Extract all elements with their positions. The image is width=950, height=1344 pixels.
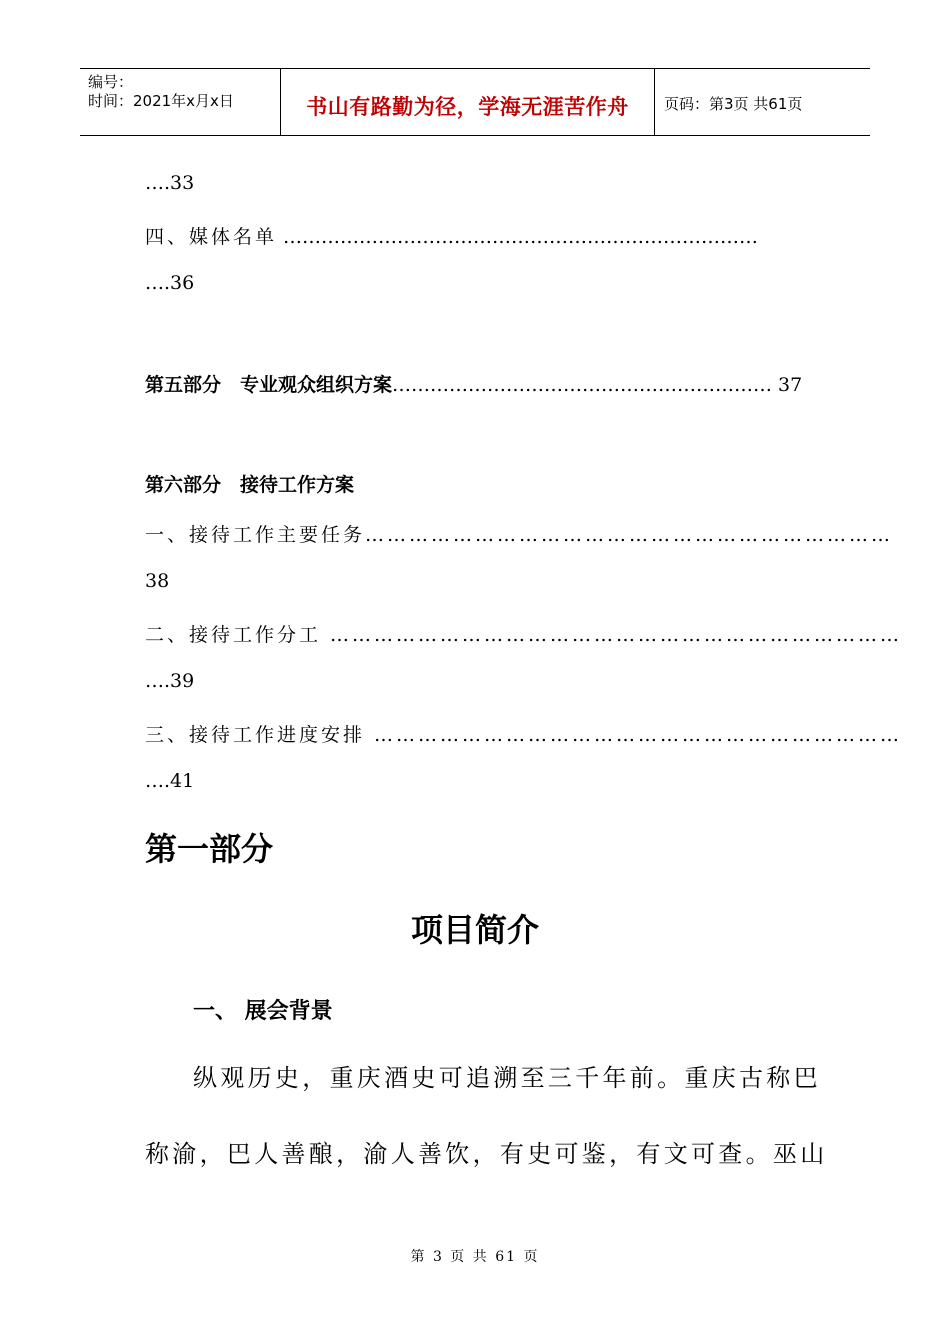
page-footer: 第 3 页 共 61 页	[410, 1249, 540, 1265]
toc-page-38: 38	[145, 570, 170, 592]
document-time-label: 时间：2021年x月x日	[88, 92, 234, 110]
header-info-cell	[80, 69, 281, 135]
toc-part-five-dots: …………………………………………………… 37	[392, 374, 803, 396]
paragraph-line-1: 纵观历史，重庆酒史可追溯至三千年前。重庆古称巴	[193, 1064, 821, 1092]
header-motto-cell	[281, 69, 655, 135]
main-title: 项目简介	[410, 911, 539, 949]
document-number-label: 编号：	[88, 73, 134, 91]
toc-part-six: 第六部分 接待工作方案	[145, 474, 355, 496]
toc-part-five	[145, 370, 802, 397]
toc-page-39: ….39	[145, 670, 195, 692]
toc-entry-label: 四、媒体名单	[145, 226, 278, 248]
header-page-number: 页码：第3页 共61页	[664, 95, 803, 113]
toc-entry-division: 二、接待工作分工 ……………………………………………………………………	[145, 624, 903, 646]
toc-entry-media-list	[145, 222, 758, 249]
part-title: 第一部分	[145, 830, 274, 868]
header-motto: 书山有路勤为径，学海无涯苦作舟	[306, 95, 629, 119]
page-header	[80, 68, 870, 136]
toc-leader-dots: …………………………………………………………………	[277, 226, 759, 248]
toc-entry-schedule: 三、接待工作进度安排 ………………………………………………………………	[145, 724, 903, 746]
toc-part-five-label: 第五部分 专业观众组织方案	[145, 374, 393, 396]
toc-entry-main-tasks: 一、接待工作主要任务………………………………………………………………	[145, 524, 894, 546]
toc-line-page-36: ….36	[145, 272, 195, 294]
paragraph-line-2: 称渝，巴人善酿，渝人善饮，有史可鉴，有文可查。巫山	[145, 1140, 828, 1168]
toc-line-page-33: ….33	[145, 172, 195, 194]
header-page-cell	[655, 69, 870, 135]
section-title: 一、 展会背景	[193, 999, 333, 1024]
toc-page-41: ….41	[145, 770, 195, 792]
